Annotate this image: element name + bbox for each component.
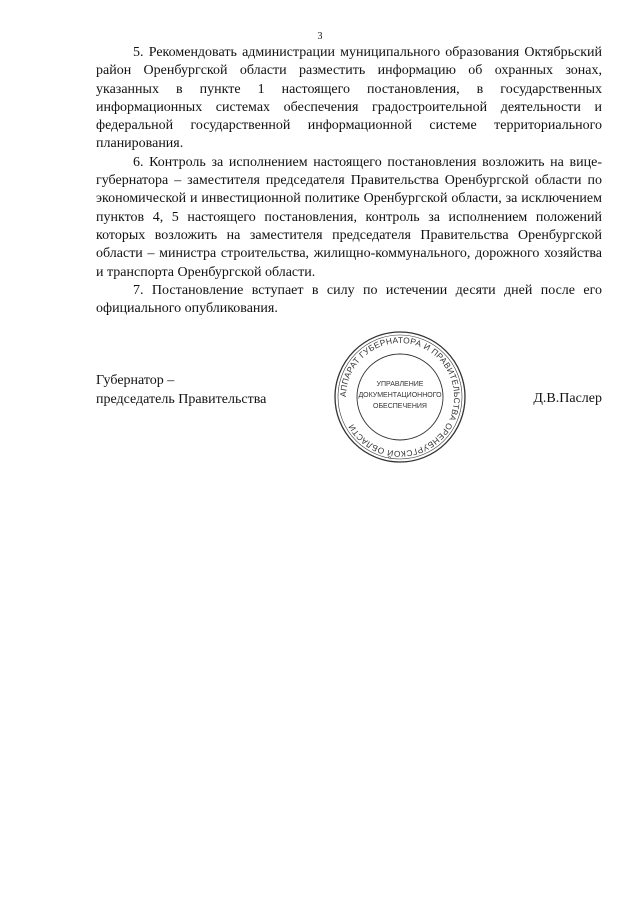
position-line-1: Губернатор – (96, 373, 175, 388)
signatory-position (96, 372, 266, 409)
document-body (96, 44, 602, 318)
official-stamp (332, 329, 468, 465)
paragraph-6: 6. Контроль за исполнением настоящего постановления возложить на вице-губернатора – заместителя председателя Правительства Оренбургской области по экономической и инвестиционной политике Оренбургской области, за исключением пунктов 4, 5 настоящего постановления, контроль за исполнением положений которых возложить на заместителя председателя Правительства Оренбургской области – министра строительства, жилищно-коммунального, дорожного хозяйства и транспорта Оренбургской области. (96, 154, 602, 280)
signatory-name: Д.В.Паслер (533, 391, 602, 406)
stamp-center-line3: ОБЕСПЕЧЕНИЯ (373, 403, 427, 410)
paragraph-5: 5. Рекомендовать администрации муниципального образования Октябрьский район Оренбургской области разместить информацию об охранных зонах, указанных в пункте 1 настоящего постановления, в государственных информационных системах обеспечения градостроительной деятельности и федеральной государственной информационной системе территориального планирования. (96, 45, 602, 152)
paragraph-7: 7. Постановление вступает в силу по истечении десяти дней после его официального опубликования. (96, 282, 602, 317)
position-line-2: председатель Правительства (96, 391, 267, 407)
page-number: 3 (317, 31, 323, 42)
stamp-ring-text: АППАРАТ ГУБЕРНАТОРА И ПРАВИТЕЛЬСТВА ОРЕНБУРГСКОЙ ОБЛАСТИ (337, 334, 463, 460)
stamp-center-line1: УПРАВЛЕНИЕ (376, 381, 424, 388)
stamp-center-line2: ДОКУМЕНТАЦИОННОГО (358, 392, 442, 399)
